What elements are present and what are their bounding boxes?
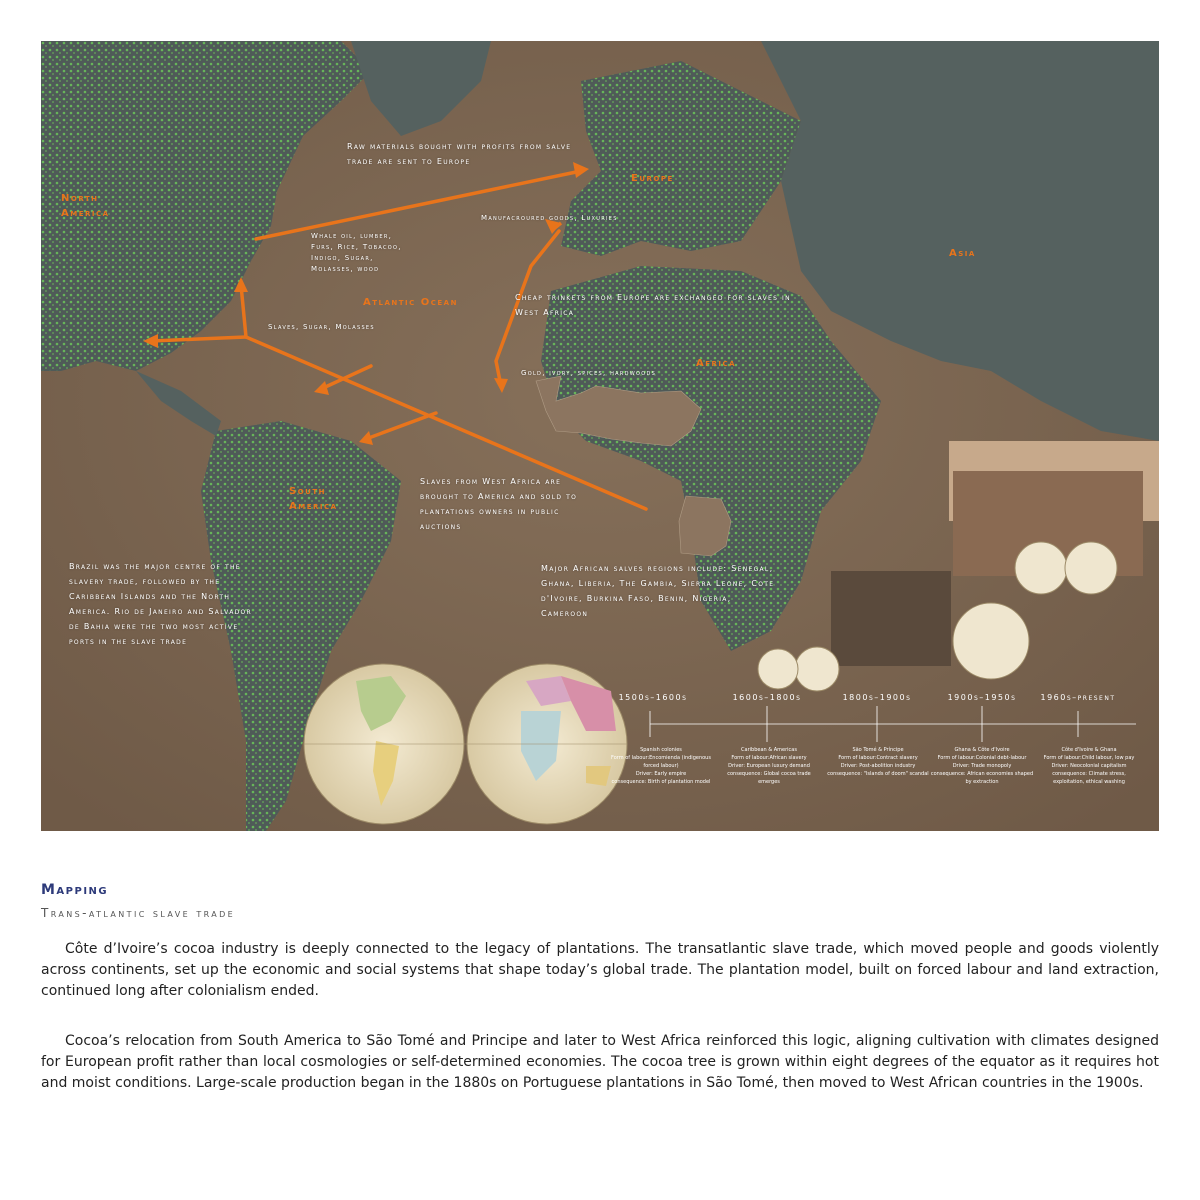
label-asia: Asia	[949, 248, 976, 259]
timeline-item: Form of labour:Colonial debt-labour	[937, 755, 1027, 761]
timeline-item: Spanish colonies	[640, 747, 682, 753]
annotation-gold: Gold, ivory, spices, hardwoods	[521, 369, 657, 377]
engraving-image	[831, 571, 951, 666]
timeline-item: consequence: African economies shaped by extraction	[930, 771, 1034, 785]
old-globe-1	[1015, 542, 1067, 594]
body-paragraph-2: Cocoa’s relocation from South America to São Tomé and Principe and later to West Africa reinforced this logic, aligning cultivation with climates designed for European profit rather than local cosmologies or self-determined economies. The cocoa tree is grown within eight degrees of the equator as it requires hot and moist conditions. Large-scale production began in the 1880s on Portuguese plantations in São Tomé, then moved to West African countries in the 1900s.	[41, 1033, 1159, 1091]
label-africa: Africa	[696, 358, 737, 369]
timeline-list-4	[930, 746, 1034, 786]
timeline-item: Driver: European luxury demand	[728, 763, 810, 769]
timeline-list-5	[1037, 746, 1141, 786]
timeline-period-3: 1800s–1900s	[842, 693, 912, 702]
annotation-major-regions: Major African salves regions include: Senegal, Ghana, Liberia, The Gambia, Sierra Leone, Cote d'Ivoire, Burkina Faso, Benin, Nigeria, Cameroon	[541, 564, 775, 618]
timeline-item: Form of labour:Encomienda (indigenous forced labour)	[611, 755, 711, 769]
timeline-item: Form of labour:African slavery	[731, 755, 807, 761]
timeline-item: Driver: Early empire	[635, 771, 687, 777]
timeline-item: consequence: "Islands of doom" scandal	[827, 771, 929, 777]
old-globe-3	[953, 603, 1029, 679]
timeline-list-3	[826, 746, 930, 778]
timeline-period-4: 1900s–1950s	[947, 693, 1017, 702]
annotation-raw-materials: Raw materials bought with profits from salve trade are sent to Europe	[347, 142, 572, 166]
timeline-period-2: 1600s–1800s	[732, 693, 802, 702]
old-globe-4	[795, 647, 839, 691]
timeline-item: Driver: Neocolonial capitalism	[1051, 763, 1127, 769]
annotation-whale: Whale oil, lumber, Furs, Rice, Tobacoo, Indigo, Sugar, Molasses, wood	[311, 232, 402, 273]
label-europe: Europe	[631, 173, 674, 184]
timeline-period-5: 1960s–present	[1040, 693, 1116, 702]
timeline-item: Driver: Post-abolition industry	[840, 763, 916, 769]
section-title: Mapping	[41, 882, 109, 898]
trade-map	[41, 41, 1159, 831]
timeline-list-2	[717, 746, 821, 786]
timeline-item: Form of labour:Child labour, low pay	[1043, 755, 1135, 761]
timeline-list-1	[609, 746, 713, 786]
timeline-item: consequence: Climate stress, exploitation, ethical washing	[1052, 771, 1126, 785]
map-graphic	[41, 41, 1159, 831]
timeline-item: consequence: Birth of plantation model	[611, 779, 711, 785]
label-atlantic: Atlantic Ocean	[363, 297, 458, 308]
angola-highlight	[679, 496, 731, 556]
old-globe-2	[1065, 542, 1117, 594]
old-globe-5	[758, 649, 798, 689]
annotation-cheap-trinkets: Cheap trinkets from Europe are exchanged for slaves in West Africa	[515, 293, 791, 317]
timeline-item: Côte d'Ivoire & Ghana	[1061, 747, 1117, 753]
timeline-item: Form of labour:Contract slavery	[838, 755, 918, 761]
timeline-period-1: 1500s–1600s	[618, 693, 688, 702]
annotation-brazil: Brazil was the major centre of the slavery trade, followed by the Caribbean Islands and the North America. Rio de Janeiro and Salvador de Bahia were the two most active ports in the slave trade	[69, 562, 253, 646]
annotation-slaves-sugar: Slaves, Sugar, Molasses	[268, 323, 375, 331]
label-south-america: South America	[289, 486, 338, 512]
timeline-item: Driver: Trade monopoly	[952, 763, 1012, 769]
body-paragraph-1: Côte d’Ivoire’s cocoa industry is deeply connected to the legacy of plantations. The transatlantic slave trade, which moved people and goods violently across continents, set up the economic and social systems that shape today’s global trade. The plantation model, built on forced labour and land extraction, continued long after colonialism ended.	[41, 941, 1159, 999]
timeline-item: Caribbean & Americas	[741, 747, 797, 753]
annotation-slaves-west-africa: Slaves from West Africa are brought to America and sold to plantations owners in public auctions	[420, 477, 578, 531]
timeline-item: Ghana & Côte d'Ivoire	[954, 747, 1010, 753]
label-north-america: North America	[61, 193, 110, 219]
annotation-manufactured: Manufacroured goods, Luxuries	[481, 214, 618, 222]
timeline-item: São Tomé & Príncipe	[852, 747, 904, 753]
timeline-item: consequence: Global cocoa trade emerges	[727, 771, 811, 785]
section-subtitle: Trans-atlantic slave trade	[41, 906, 236, 920]
